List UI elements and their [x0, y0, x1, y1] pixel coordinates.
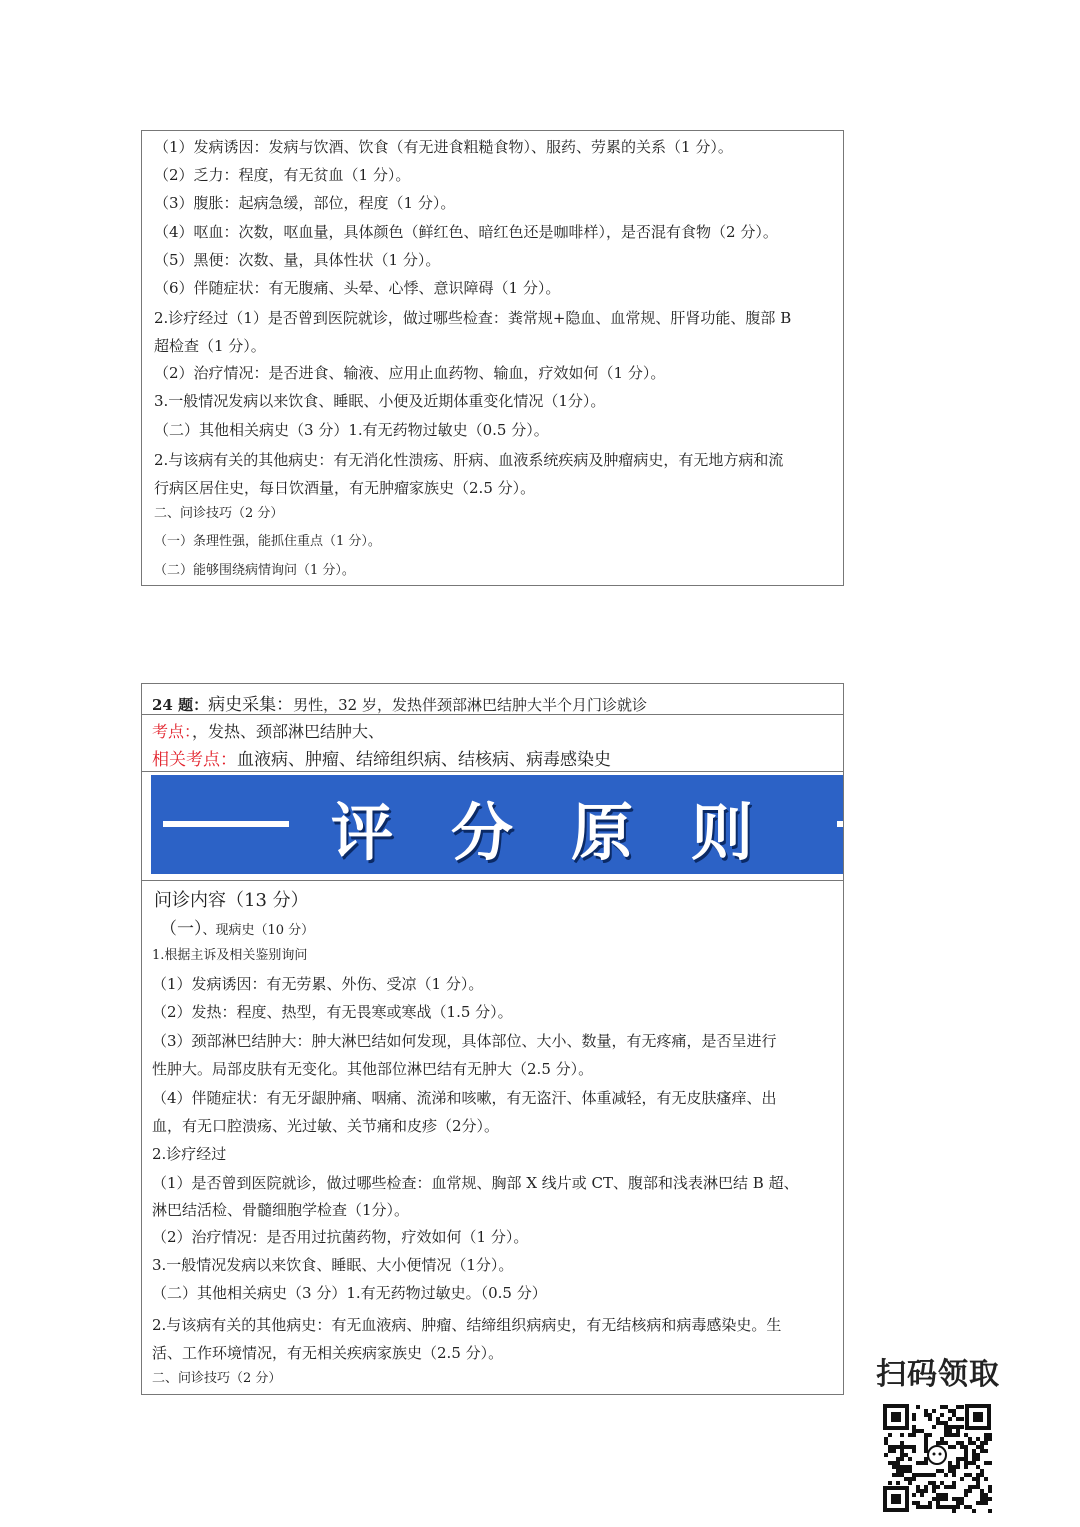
text-line: （3）颈部淋巴结肿大：肿大淋巴结如何发现，具体部位、大小、数量，有无疼痛，是否呈进行: [152, 1032, 777, 1050]
text-line: （3）腹胀：起病急缓，部位，程度（1 分）。: [154, 194, 456, 212]
kaodian-label: 考点：: [152, 722, 193, 741]
content-heading: 问诊内容（13 分）: [154, 890, 309, 911]
divider: [142, 880, 843, 881]
qr-caption: 扫码领取: [876, 1357, 1000, 1392]
related-points-line: [152, 745, 611, 770]
text-line: 2.诊疗经过（1）是否曾到医院就诊，做过哪些检查：粪常规+隐血、血常规、肝肾功能、腹部 B: [154, 309, 792, 327]
question-24-section: [141, 683, 844, 1395]
section-heading: 二、问诊技巧（2 分）: [152, 1371, 282, 1386]
text-line: 2.与该病有关的其他病史：有无消化性溃疡、肝病、血液系统疾病及肿瘤病史，有无地方病和流: [154, 451, 784, 469]
text-line: （1）发病诱因：发病与饮酒、饮食（有无进食粗糙食物）、服药、劳累的关系（1 分）。: [154, 138, 733, 156]
text-line: （4）呕血：次数，呕血量，具体颜色（鲜红色、暗红色还是咖啡样），是否混有食物（2 分）。: [154, 223, 778, 241]
related-label: 相关考点：: [152, 750, 237, 770]
exam-points-row: [142, 715, 843, 772]
scoring-principle-banner: [151, 775, 843, 874]
banner-title: 评分原则: [331, 796, 812, 869]
text-line: 行病区居住史，每日饮酒量，有无肿瘤家族史（2.5 分）。: [154, 479, 536, 497]
text-line: （一）条理性强，能抓住重点（1 分）。: [154, 534, 381, 549]
text-line: 性肿大。局部皮肤有无变化。其他部位淋巴结有无肿大（2.5 分）。: [152, 1060, 594, 1078]
text-line: 活、工作环境情况，有无相关疾病家族史（2.5 分）。: [152, 1344, 504, 1362]
question-number: 24 题：: [152, 696, 209, 714]
question-heading: 病史采集：: [208, 695, 294, 715]
text-line: （二）其他相关病史（3 分）1.有无药物过敏史（0.5 分）。: [154, 421, 549, 439]
text-line: 3.一般情况发病以来饮食、睡眠、大小便情况（1分）。: [152, 1256, 514, 1274]
question-title-row: [142, 684, 843, 715]
text-line: （6）伴随症状：有无腹痛、头晕、心悸、意识障碍（1 分）。: [154, 279, 561, 297]
text-line: （5）黑便：次数、量，具体性状（1 分）。: [154, 251, 441, 269]
text-line: （2）发热：程度、热型，有无畏寒或寒战（1.5 分）。: [152, 1003, 513, 1021]
scoring-section-previous: [141, 130, 844, 586]
text-line: （2）治疗情况：是否进食、输液、应用止血药物、输血，疗效如何（1 分）。: [154, 364, 666, 382]
text-line: 2.与该病有关的其他病史：有无血液病、肿瘤、结缔组织病病史，有无结核病和病毒感染史。生: [152, 1316, 782, 1334]
text-line: 2.诊疗经过: [152, 1145, 227, 1163]
question-title: [152, 690, 647, 715]
text-line: 血，有无口腔溃疡、光过敏、关节痛和皮疹（2分）。: [152, 1117, 500, 1135]
sub-heading: （一）、现病史（10 分）: [160, 919, 315, 939]
kaodian-text: ，发热、颈部淋巴结肿大、: [192, 722, 385, 741]
text-line: 超检查（1 分）。: [154, 337, 266, 355]
text-line: （2）治疗情况：是否用过抗菌药物，疗效如何（1 分）。: [152, 1228, 529, 1246]
text-line: （2）乏力：程度，有无贫血（1 分）。: [154, 166, 411, 184]
qr-code-icon[interactable]: [882, 1403, 992, 1513]
text-line: （二）能够围绕病情询问（1 分）。: [154, 563, 355, 578]
text-line: （1）是否曾到医院就诊，做过哪些检查：血常规、胸部 X 线片或 CT、腹部和浅表淋巴结 B 超、: [152, 1174, 799, 1192]
question-text: 男性，32 岁，发热伴颈部淋巴结肿大半个月门诊就诊: [293, 696, 647, 714]
section-heading: 二、问诊技巧（2 分）: [154, 506, 284, 521]
text-line: 1.根据主诉及相关鉴别询问: [152, 948, 308, 963]
kaodian-line: [152, 719, 384, 742]
text-line: 3.一般情况发病以来饮食、睡眠、小便及近期体重变化情况（1分）。: [154, 392, 606, 410]
banner-dash-right: [837, 821, 843, 827]
text-line: 淋巴结活检、骨髓细胞学检查（1分）。: [152, 1201, 410, 1219]
text-line: （1）发病诱因：有无劳累、外伤、受凉（1 分）。: [152, 975, 484, 993]
related-text: 血液病、肿瘤、结缔组织病、结核病、病毒感染史: [237, 750, 611, 770]
banner-dash-left: [163, 821, 289, 827]
text-line: （二）其他相关病史（3 分）1.有无药物过敏史。（0.5 分）: [152, 1284, 547, 1302]
text-line: （4）伴随症状：有无牙龈肿痛、咽痛、流涕和咳嗽，有无盗汗、体重减轻，有无皮肤瘙痒、出: [152, 1089, 777, 1107]
